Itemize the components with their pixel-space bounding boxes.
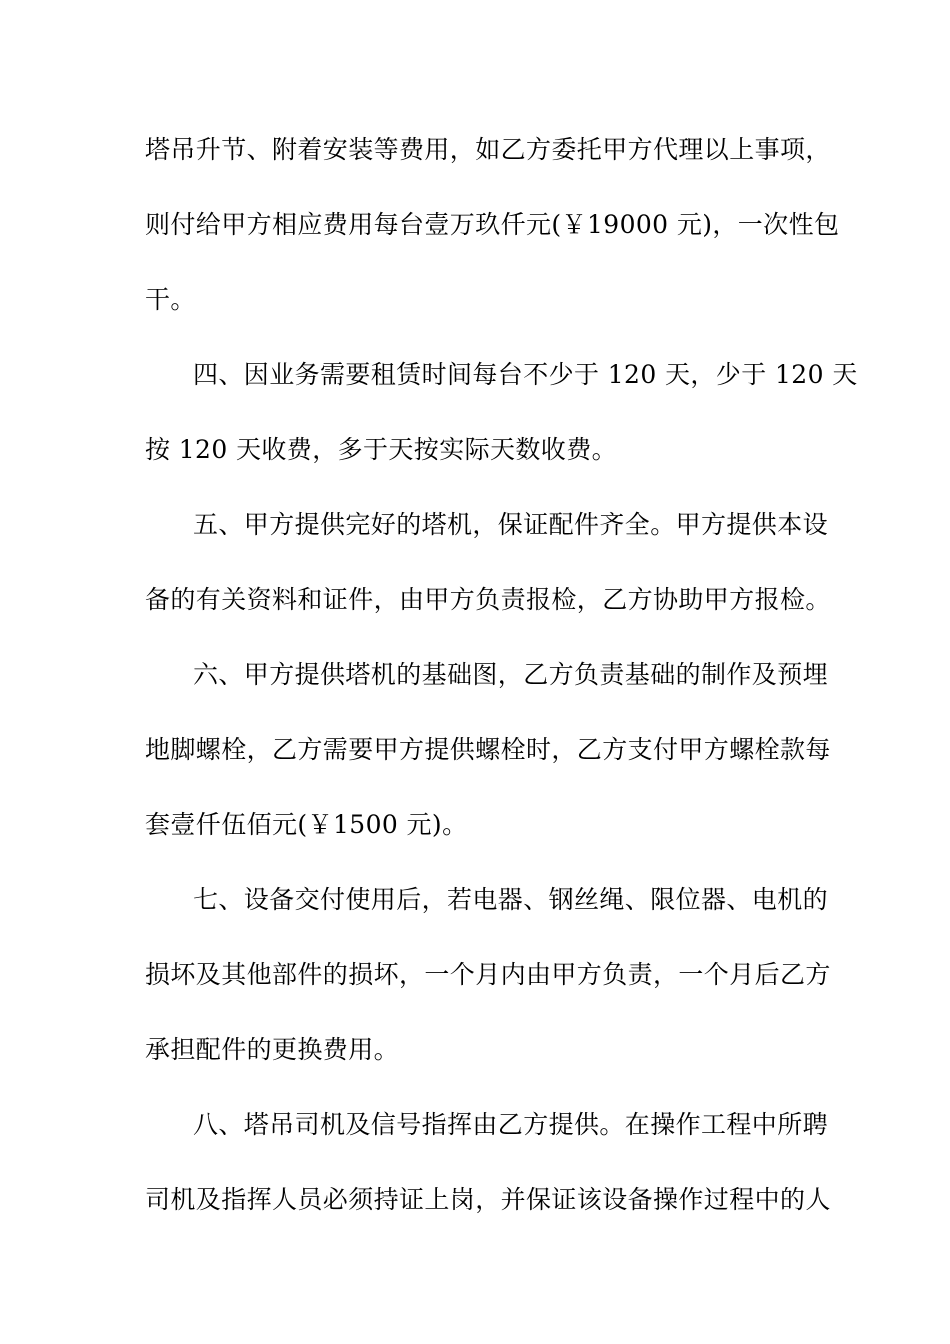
text-line: 塔吊升节、附着安装等费用，如乙方委托甲方代理以上事项，: [145, 135, 831, 164]
paragraph-start-line: 五、甲方提供完好的塔机，保证配件齐全。甲方提供本设: [193, 510, 829, 539]
text-line: 套壹仟伍佰元(￥1500 元)。: [145, 810, 468, 839]
text-line: 备的有关资料和证件，由甲方负责报检，乙方协助甲方报检。: [145, 585, 831, 614]
text-line: 则付给甲方相应费用每台壹万玖仟元(￥19000 元)，一次性包: [145, 210, 840, 239]
paragraph-start-line: 四、因业务需要租赁时间每台不少于 120 天，少于 120 天: [193, 360, 858, 389]
text-line: 地脚螺栓，乙方需要甲方提供螺栓时，乙方支付甲方螺栓款每: [145, 735, 831, 764]
paragraph-start-line: 七、设备交付使用后，若电器、钢丝绳、限位器、电机的: [193, 885, 829, 914]
text-line: 承担配件的更换费用。: [145, 1035, 400, 1064]
text-line: 司机及指挥人员必须持证上岗，并保证该设备操作过程中的人: [145, 1185, 831, 1214]
paragraph-start-line: 八、塔吊司机及信号指挥由乙方提供。在操作工程中所聘: [193, 1110, 829, 1139]
text-line: 干。: [145, 285, 196, 314]
paragraph-start-line: 六、甲方提供塔机的基础图，乙方负责基础的制作及预埋: [193, 660, 829, 689]
text-line: 损坏及其他部件的损坏，一个月内由甲方负责，一个月后乙方: [145, 960, 831, 989]
text-line: 按 120 天收费，多于天按实际天数收费。: [145, 435, 618, 464]
